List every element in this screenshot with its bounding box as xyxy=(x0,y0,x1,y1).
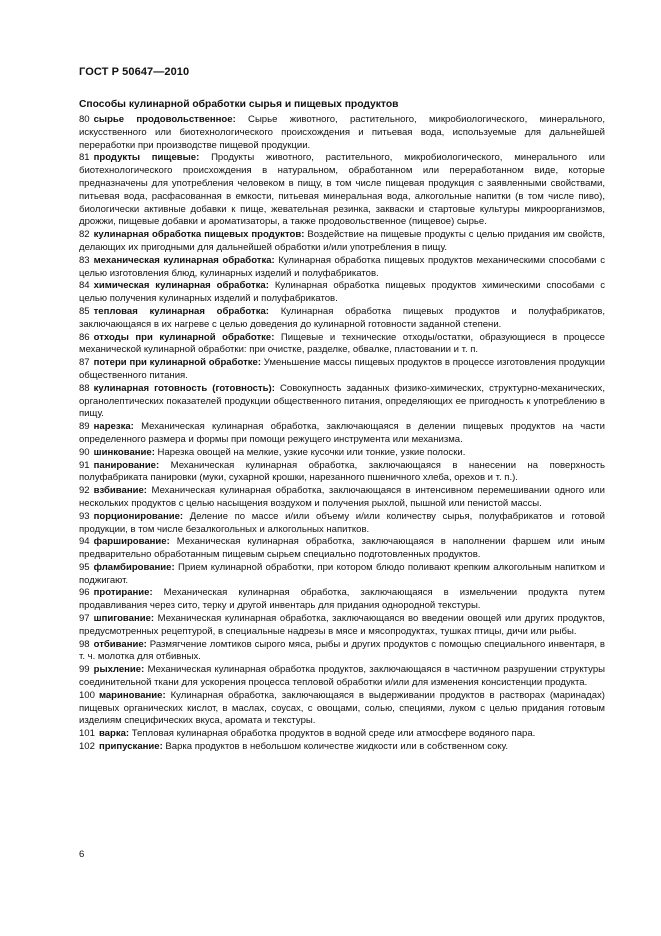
term-entry xyxy=(79,511,605,537)
term-entry xyxy=(79,690,605,728)
term-entry xyxy=(79,447,605,460)
term-definition: Механическая кулинарная обработка продуктов, заключающаяся в частичном разрушении структуры соединительной ткани для ускорения процесса тепловой обработки и/или для изменения консистенции продукта. xyxy=(79,664,605,689)
term-number: 81 xyxy=(79,152,90,164)
term-number: 100 xyxy=(79,689,95,701)
term-number: 84 xyxy=(79,280,90,292)
term-name: панирование: xyxy=(93,459,160,471)
term-name: отбивание: xyxy=(93,638,147,650)
term-entry xyxy=(79,255,605,281)
term-number: 101 xyxy=(79,728,95,740)
term-name: кулинарная обработка пищевых продуктов: xyxy=(93,229,305,241)
term-entry xyxy=(79,728,605,741)
term-definition: Воздействие на пищевые продукты с целью придания им свойств, делающих их пригодными для дальнейшей обработки и/или употребления в пищу. xyxy=(79,229,605,253)
term-number: 102 xyxy=(79,741,95,753)
term-definition: Кулинарная обработка пищевых продуктов и полуфабрикатов, заключающаяся в их нагреве с целью доведения до кулинарной готовности заданной степени. xyxy=(79,305,605,330)
term-definition: Прием кулинарной обработки, при котором блюдо поливают крепким алкогольным напитком и поджигают. xyxy=(79,561,605,586)
term-definition: Кулинарная обработка пищевых продуктов механическими способами с целью изготовления блюд, кулинарных изделий и полуфабрикатов. xyxy=(79,254,605,279)
term-entry xyxy=(79,562,605,588)
term-definition: Механическая кулинарная обработка, заключающаяся в наполнении фаршем или иным предварительно обработанным пищевым сырьем специально подготовленных продуктов. xyxy=(79,536,605,561)
term-number: 89 xyxy=(79,421,90,433)
term-entry xyxy=(79,741,605,754)
term-definition: Механическая кулинарная обработка, заключающаяся в измельчении продукта путем продавливания через сито, терку и другой инвентарь для придания однородной текстуры. xyxy=(79,587,605,612)
term-entry xyxy=(79,421,605,447)
term-definition: Нарезка овощей на мелкие, узкие кусочки или тонкие, узкие полоски. xyxy=(157,446,466,458)
term-definition: Кулинарная обработка, заключающаяся в выдерживании продуктов в растворах (маринадах) пищевых органических кислот, в маслах, соусах, с овощами, солью, специями, луком с целью придания готовым изделиям специфических вкуса, аромата и текстуры. xyxy=(79,689,605,727)
term-entry xyxy=(79,114,605,152)
term-entry xyxy=(79,613,605,639)
term-entry xyxy=(79,357,605,383)
term-entry xyxy=(79,306,605,332)
term-entry xyxy=(79,229,605,255)
term-name: рыхление: xyxy=(93,664,145,676)
term-number: 95 xyxy=(79,561,90,573)
term-definition: Тепловая кулинарная обработка продуктов в водной среде или атмосфере водяного пара. xyxy=(131,728,536,740)
term-name: фламбирование: xyxy=(93,561,175,573)
term-definition: Пищевые и технические отходы/остатки, образующиеся в процессе механической кулинарной обработки: при очистке, разделке, обвалке, пластовании и т. п. xyxy=(79,331,605,356)
term-name: тепловая кулинарная обработка: xyxy=(93,305,269,317)
term-name: кулинарная готовность (готовность): xyxy=(93,382,275,394)
term-number: 86 xyxy=(79,331,90,343)
term-definition: Кулинарная обработка пищевых продуктов химическими способами с целью получения кулинарных изделий и полуфабрикатов. xyxy=(79,280,605,305)
term-number: 90 xyxy=(79,446,90,458)
term-definition: Уменьшение массы пищевых продуктов в процессе изготовления продукции общественного питания. xyxy=(79,357,605,381)
term-number: 97 xyxy=(79,613,90,625)
term-definition: Механическая кулинарная обработка, заключающаяся в делении пищевых продуктов на части определенного размера и формы при помощи режущего инструмента или механизма. xyxy=(79,421,605,445)
term-definition: Механическая кулинарная обработка, заключающаяся во введении овощей или других продуктов, предусмотренных рецептурой, в специальные надрезы в мясе и мясопродуктах, тушках птицы, дичи или рыбы. xyxy=(79,613,605,637)
term-number: 99 xyxy=(79,664,90,676)
page-number: 6 xyxy=(79,849,85,860)
term-entry xyxy=(79,587,605,613)
term-definition: Механическая кулинарная обработка, заключающаяся в нанесении на поверхность полуфабриката панировки (муки, сухарной крошки, нарезанного пшеничного хлеба, орехов и т. п.). xyxy=(79,459,605,484)
term-name: отходы при кулинарной обработке: xyxy=(93,331,275,343)
term-number: 96 xyxy=(79,587,90,599)
term-entry xyxy=(79,383,605,421)
term-name: химическая кулинарная обработка: xyxy=(93,280,269,292)
term-definition: Продукты животного, растительного, микробиологического, минерального или биотехнологического происхождения в натуральном, обработанном или переработанном виде, которые предназначены для употребления человеком в пищу, в том числе пищевая продукция с заявленными свойствами, питьевая вода, расфасованная в емкости, питьевая минеральная вода, алкогольные напитки (в том числе пиво), биологически активные добавки к пище, жевательная резинка, закваски и стартовые культуры микроорганизмов, дрожжи, пищевые добавки и ароматизаторы, а также продовольственное (пищевое) сырье. xyxy=(79,152,606,228)
term-entry xyxy=(79,664,605,690)
term-number: 92 xyxy=(79,485,90,497)
term-name: шинкование: xyxy=(93,446,155,458)
term-definition: Механическая кулинарная обработка, заключающаяся в интенсивном перемешивании одного или нескольких продуктов с целью насыщения воздухом и получения рыхлой, пышной или пенистой массы. xyxy=(79,485,605,509)
term-entry xyxy=(79,536,605,562)
term-entry xyxy=(79,460,605,486)
term-name: продукты пищевые: xyxy=(93,152,200,164)
term-number: 83 xyxy=(79,254,90,266)
term-entry xyxy=(79,152,605,229)
term-definition: Совокупность заданных физико-химических, структурно-механических, органолептических показателей продукции общественного питания, определяющих ее пригодность к употреблению в пищу. xyxy=(79,382,605,420)
term-name: шпигование: xyxy=(93,613,155,625)
term-definition: Деление по массе и/или объему и/или количеству сырья, полуфабрикатов и готовой продукции, в том числе безалкогольных и алкогольных напитков. xyxy=(79,510,605,535)
term-number: 82 xyxy=(79,229,90,241)
term-name: припускание: xyxy=(98,741,163,753)
term-entry xyxy=(79,485,605,511)
term-number: 94 xyxy=(79,536,90,548)
term-entry xyxy=(79,280,605,306)
term-definition: Сырье животного, растительного, микробиологического, минерального, искусственного или биотехнологического происхождения и питьевая вода, используемые для дальнейшей переработки при производстве пищевой продукции. xyxy=(79,114,605,151)
term-name: протирание: xyxy=(93,587,153,599)
term-definition: Варка продуктов в небольшом количестве жидкости или в собственном соку. xyxy=(165,741,509,753)
term-entry xyxy=(79,332,605,358)
term-number: 87 xyxy=(79,357,90,369)
term-number: 88 xyxy=(79,382,90,394)
term-number: 98 xyxy=(79,638,90,650)
term-entry xyxy=(79,639,605,665)
term-name: варка: xyxy=(98,728,130,740)
term-number: 85 xyxy=(79,305,90,317)
standard-designation: ГОСТ Р 50647—2010 xyxy=(79,66,190,78)
term-name: нарезка: xyxy=(93,421,134,433)
terms-list xyxy=(79,114,605,754)
term-name: фарширование: xyxy=(93,536,170,548)
term-name: механическая кулинарная обработка: xyxy=(93,254,275,266)
term-number: 93 xyxy=(79,510,90,522)
term-name: потери при кулинарной обработке: xyxy=(93,357,262,369)
section-title: Способы кулинарной обработки сырья и пищевых продуктов xyxy=(79,99,399,110)
term-name: сырье продовольственное: xyxy=(93,114,236,125)
term-definition: Размягчение ломтиков сырого мяса, рыбы и других продуктов с помощью специального инвентаря, в т. ч. молотка для отбивных. xyxy=(79,638,605,663)
term-name: взбивание: xyxy=(93,485,147,497)
term-number: 80 xyxy=(79,114,90,125)
term-name: порционирование: xyxy=(93,510,184,522)
term-name: маринование: xyxy=(98,689,166,701)
term-number: 91 xyxy=(79,459,90,471)
